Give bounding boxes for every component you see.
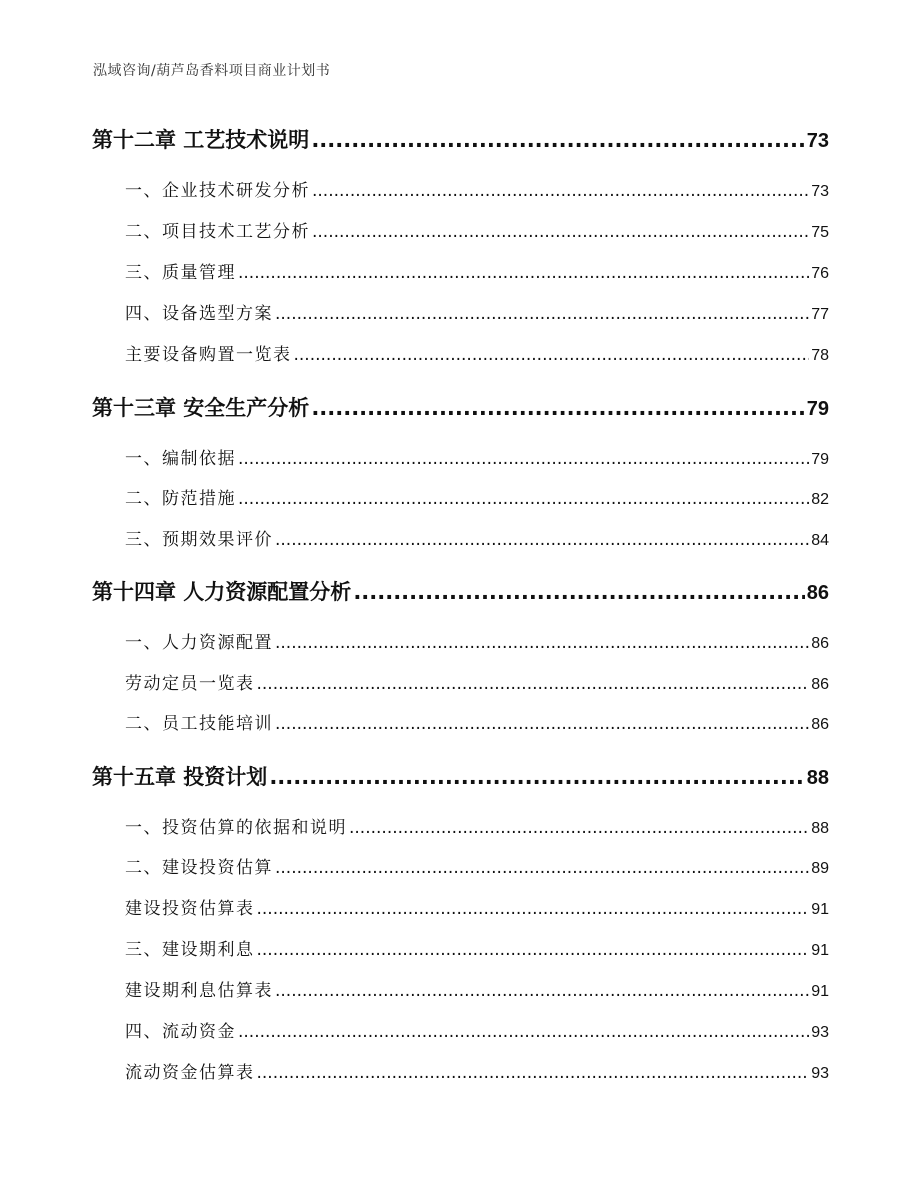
toc-dot-leader <box>275 304 809 324</box>
toc-dot-leader <box>257 1063 810 1083</box>
toc-page-number: 75 <box>811 224 829 241</box>
toc-dot-leader <box>269 765 804 789</box>
toc-page-number: 86 <box>806 582 829 604</box>
toc-section-entry[interactable] <box>125 853 829 878</box>
toc-entry-number: 二、 <box>125 489 162 509</box>
toc-page-number: 84 <box>811 532 829 549</box>
toc-section-entry[interactable] <box>125 484 829 509</box>
toc-chapter-entry[interactable] <box>92 761 829 791</box>
toc-entry-title: 劳动定员一览表 <box>125 674 255 694</box>
toc-entry-number: 三、 <box>125 940 162 960</box>
toc-entry-title: 设备选型方案 <box>162 304 273 324</box>
toc-entry-number: 三、 <box>125 530 162 550</box>
toc-entry-title: 第十五章 投资计划 <box>92 765 268 789</box>
toc-chapter-entry[interactable] <box>92 576 829 606</box>
toc-entry-title: 防范措施 <box>162 489 236 509</box>
toc-dot-leader <box>312 222 809 242</box>
toc-page-number: 73 <box>806 130 829 152</box>
toc-page-number: 93 <box>811 1065 829 1082</box>
toc-page-number: 91 <box>811 983 829 1000</box>
toc-entry-title: 人力资源配置 <box>162 633 273 653</box>
toc-entry-number: 四、 <box>125 1022 162 1042</box>
toc-section-entry[interactable] <box>125 976 829 1001</box>
toc-dot-leader <box>275 530 809 550</box>
toc-dot-leader <box>294 345 810 365</box>
toc-section-entry[interactable] <box>125 669 829 694</box>
toc-dot-leader <box>238 263 809 283</box>
toc-entry-title: 建设投资估算表 <box>125 899 255 919</box>
toc-page-number: 93 <box>811 1024 829 1041</box>
toc-entry-title: 项目技术工艺分析 <box>162 222 310 242</box>
running-header: 泓域咨询/葫芦岛香料项目商业计划书 <box>93 63 331 79</box>
toc-entry-title: 主要设备购置一览表 <box>125 345 292 365</box>
toc-dot-leader <box>275 633 809 653</box>
toc-page-number: 86 <box>811 716 829 733</box>
toc-section-entry[interactable] <box>125 217 829 242</box>
toc-section-entry[interactable] <box>125 813 829 838</box>
toc-section-entry[interactable] <box>125 935 829 960</box>
toc-dot-leader <box>311 396 804 420</box>
toc-dot-leader <box>275 858 809 878</box>
toc-page-number: 73 <box>811 183 829 200</box>
toc-dot-leader <box>238 1022 809 1042</box>
toc-dot-leader <box>238 489 809 509</box>
toc-page-number: 91 <box>811 901 829 918</box>
toc-entry-title: 建设期利息 <box>162 940 255 960</box>
toc-dot-leader <box>238 449 809 469</box>
toc-entry-title: 建设投资估算 <box>162 858 273 878</box>
toc-dot-leader <box>257 940 810 960</box>
toc-page-number: 76 <box>811 265 829 282</box>
toc-chapter-entry[interactable] <box>92 124 829 154</box>
toc-entry-number: 二、 <box>125 222 162 242</box>
toc-section-entry[interactable] <box>125 176 829 201</box>
toc-dot-leader <box>257 674 810 694</box>
toc-section-entry[interactable] <box>125 444 829 469</box>
toc-page-number: 86 <box>811 676 829 693</box>
toc-page-number: 78 <box>811 347 829 364</box>
toc-entry-title: 员工技能培训 <box>162 714 273 734</box>
toc-entry-title: 第十三章 安全生产分析 <box>92 396 310 420</box>
toc-entry-title: 流动资金估算表 <box>125 1063 255 1083</box>
toc-section-entry[interactable] <box>125 299 829 324</box>
toc-entry-number: 二、 <box>125 858 162 878</box>
toc-page-number: 79 <box>811 451 829 468</box>
toc-entry-number: 一、 <box>125 181 162 201</box>
toc-dot-leader <box>257 899 810 919</box>
toc-entry-title: 编制依据 <box>162 449 236 469</box>
toc-section-entry[interactable] <box>125 340 829 365</box>
toc-page-number: 88 <box>811 820 829 837</box>
toc-section-entry[interactable] <box>125 709 829 734</box>
toc-entry-title: 质量管理 <box>162 263 236 283</box>
toc-entry-title: 第十四章 人力资源配置分析 <box>92 580 352 604</box>
toc-section-entry[interactable] <box>125 894 829 919</box>
toc-entry-number: 一、 <box>125 818 162 838</box>
toc-page-number: 77 <box>811 306 829 323</box>
toc-chapter-entry[interactable] <box>92 392 829 422</box>
toc-section-entry[interactable] <box>125 628 829 653</box>
toc-dot-leader <box>353 580 804 604</box>
toc-section-entry[interactable] <box>125 525 829 550</box>
toc-entry-number: 一、 <box>125 449 162 469</box>
toc-entry-title: 投资估算的依据和说明 <box>162 818 347 838</box>
toc-entry-title: 预期效果评价 <box>162 530 273 550</box>
toc-entry-number: 二、 <box>125 714 162 734</box>
toc-dot-leader <box>311 128 804 152</box>
toc-page-number: 88 <box>806 767 829 789</box>
toc-entry-title: 流动资金 <box>162 1022 236 1042</box>
toc-entry-title: 企业技术研发分析 <box>162 181 310 201</box>
toc-page-number: 91 <box>811 942 829 959</box>
toc-dot-leader <box>275 714 809 734</box>
toc-page-number: 82 <box>811 491 829 508</box>
toc-page-number: 89 <box>811 860 829 877</box>
toc-dot-leader <box>275 981 809 1001</box>
toc-entry-number: 三、 <box>125 263 162 283</box>
toc-section-entry[interactable] <box>125 258 829 283</box>
toc-section-entry[interactable] <box>125 1017 829 1042</box>
toc-section-entry[interactable] <box>125 1058 829 1083</box>
toc-entry-number: 一、 <box>125 633 162 653</box>
toc-entry-title: 建设期利息估算表 <box>125 981 273 1001</box>
toc-dot-leader <box>349 818 809 838</box>
toc-dot-leader <box>312 181 809 201</box>
toc-page-number: 86 <box>811 635 829 652</box>
toc-entry-title: 第十二章 工艺技术说明 <box>92 128 310 152</box>
toc-entry-number: 四、 <box>125 304 162 324</box>
toc-page-number: 79 <box>806 398 829 420</box>
